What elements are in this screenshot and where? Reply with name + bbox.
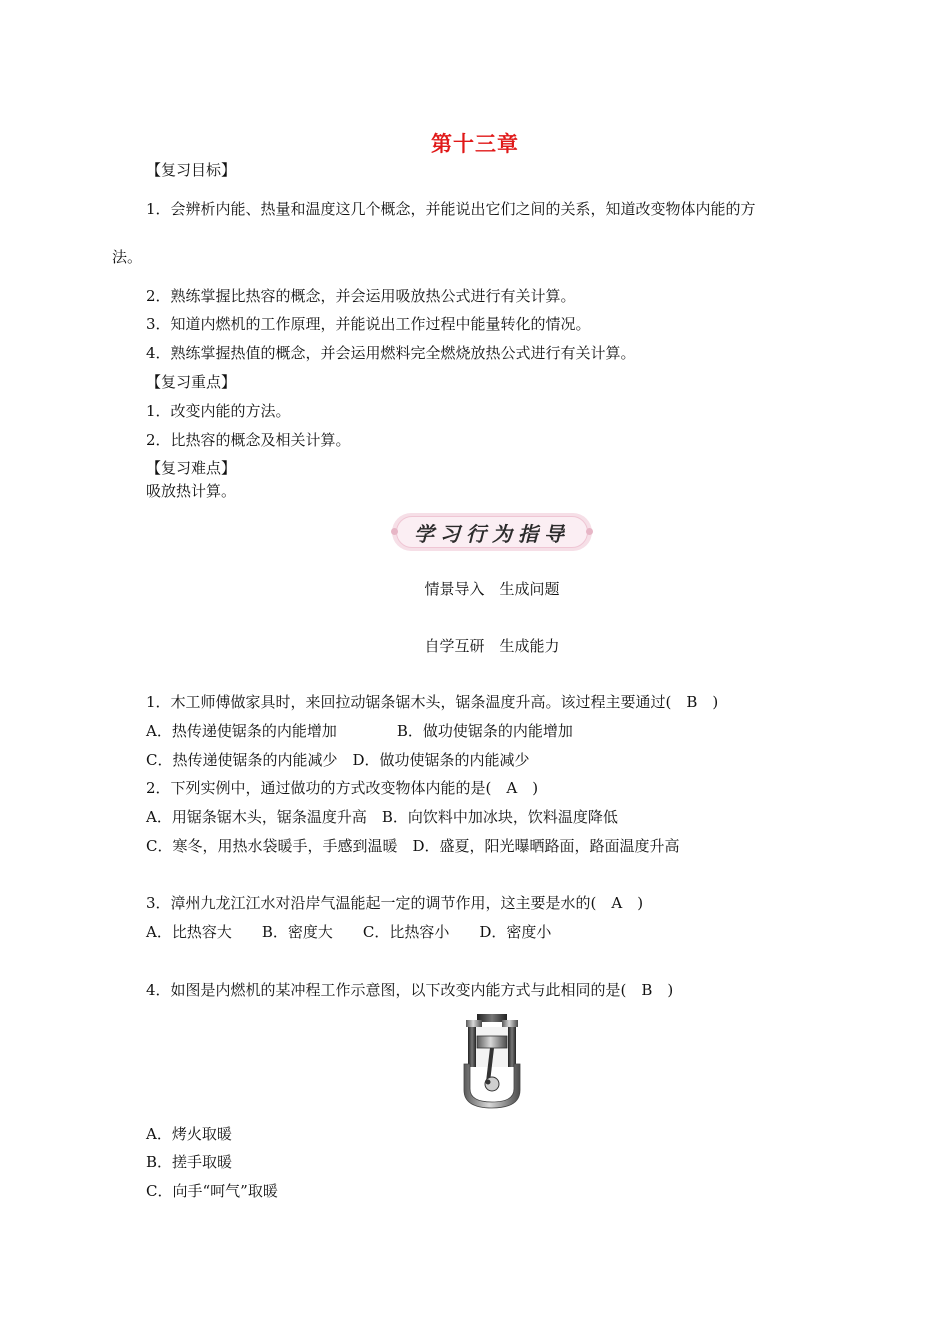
chapter-title: 第十三章 [431,132,519,156]
objective-4: 4．熟练掌握热值的概念，并会运用燃料完全燃烧放热公式进行有关计算。 [146,344,636,362]
question-3-options: A．比热容大 B．密度大 C．比热容小 D．密度小 [146,923,552,941]
intake-valve [466,1020,482,1027]
banner-text: 学习行为指导 [414,521,570,546]
objective-1: 1．会辨析内能、热量和温度这几个概念，并能说出它们之间的关系，知道改变物体内能的方 [146,200,756,218]
key-point-1: 1．改变内能的方法。 [146,402,291,420]
crank-pin [486,1080,491,1085]
question-4-option-c: C．向手“呵气”取暖 [146,1182,278,1200]
objectives-heading: 【复习目标】 [146,161,237,179]
difficulty-1: 吸放热计算。 [146,482,237,500]
question-3: 3．漳州九龙江江水对沿岸气温能起一定的调节作用，这主要是水的( A ) [146,894,644,912]
cylinder-wall-left [468,1027,476,1067]
key-points-heading: 【复习重点】 [146,373,237,391]
objective-2: 2．熟练掌握比热容的概念，并会运用吸放热公式进行有关计算。 [146,287,576,305]
question-2-options-ab: A．用锯条锯木头，锯条温度升高 B．向饮料中加冰块，饮料温度降低 [146,808,618,826]
section-banner [392,513,592,551]
section-heading-1: 情景导入 生成问题 [424,580,560,598]
question-1: 1．木工师傅做家具时，来回拉动锯条锯木头，锯条温度升高。该过程主要通过( B ) [146,693,719,711]
banner-right-ornament [586,528,593,535]
question-2-options-cd: C．寒冬，用热水袋暖手，手感到温暖 D．盛夏，阳光曝晒路面，路面温度升高 [146,837,680,855]
difficulties-heading: 【复习难点】 [146,459,237,477]
question-4: 4．如图是内燃机的某冲程工作示意图，以下改变内能方式与此相同的是( B ) [146,981,674,999]
engine-diagram [458,1012,526,1110]
objective-3: 3．知道内燃机的工作原理，并能说出工作过程中能量转化的情况。 [146,315,591,333]
objective-1-continued: 法。 [112,248,143,266]
banner-left-ornament [391,528,398,535]
question-4-option-a: A．烤火取暖 [146,1125,232,1143]
exhaust-valve [502,1020,518,1027]
question-1-options-cd: C．热传递使锯条的内能减少 D．做功使锯条的内能减少 [146,751,530,769]
question-2: 2．下列实例中，通过做功的方式改变物体内能的是( A ) [146,779,539,797]
piston [477,1036,507,1048]
question-4-option-b: B．搓手取暖 [146,1153,233,1171]
question-1-options-ab: A．热传递使锯条的内能增加 B．做功使锯条的内能增加 [146,722,573,740]
cylinder-wall-right [508,1027,516,1067]
key-point-2: 2．比热容的概念及相关计算。 [146,431,351,449]
section-heading-2: 自学互研 生成能力 [424,637,560,655]
